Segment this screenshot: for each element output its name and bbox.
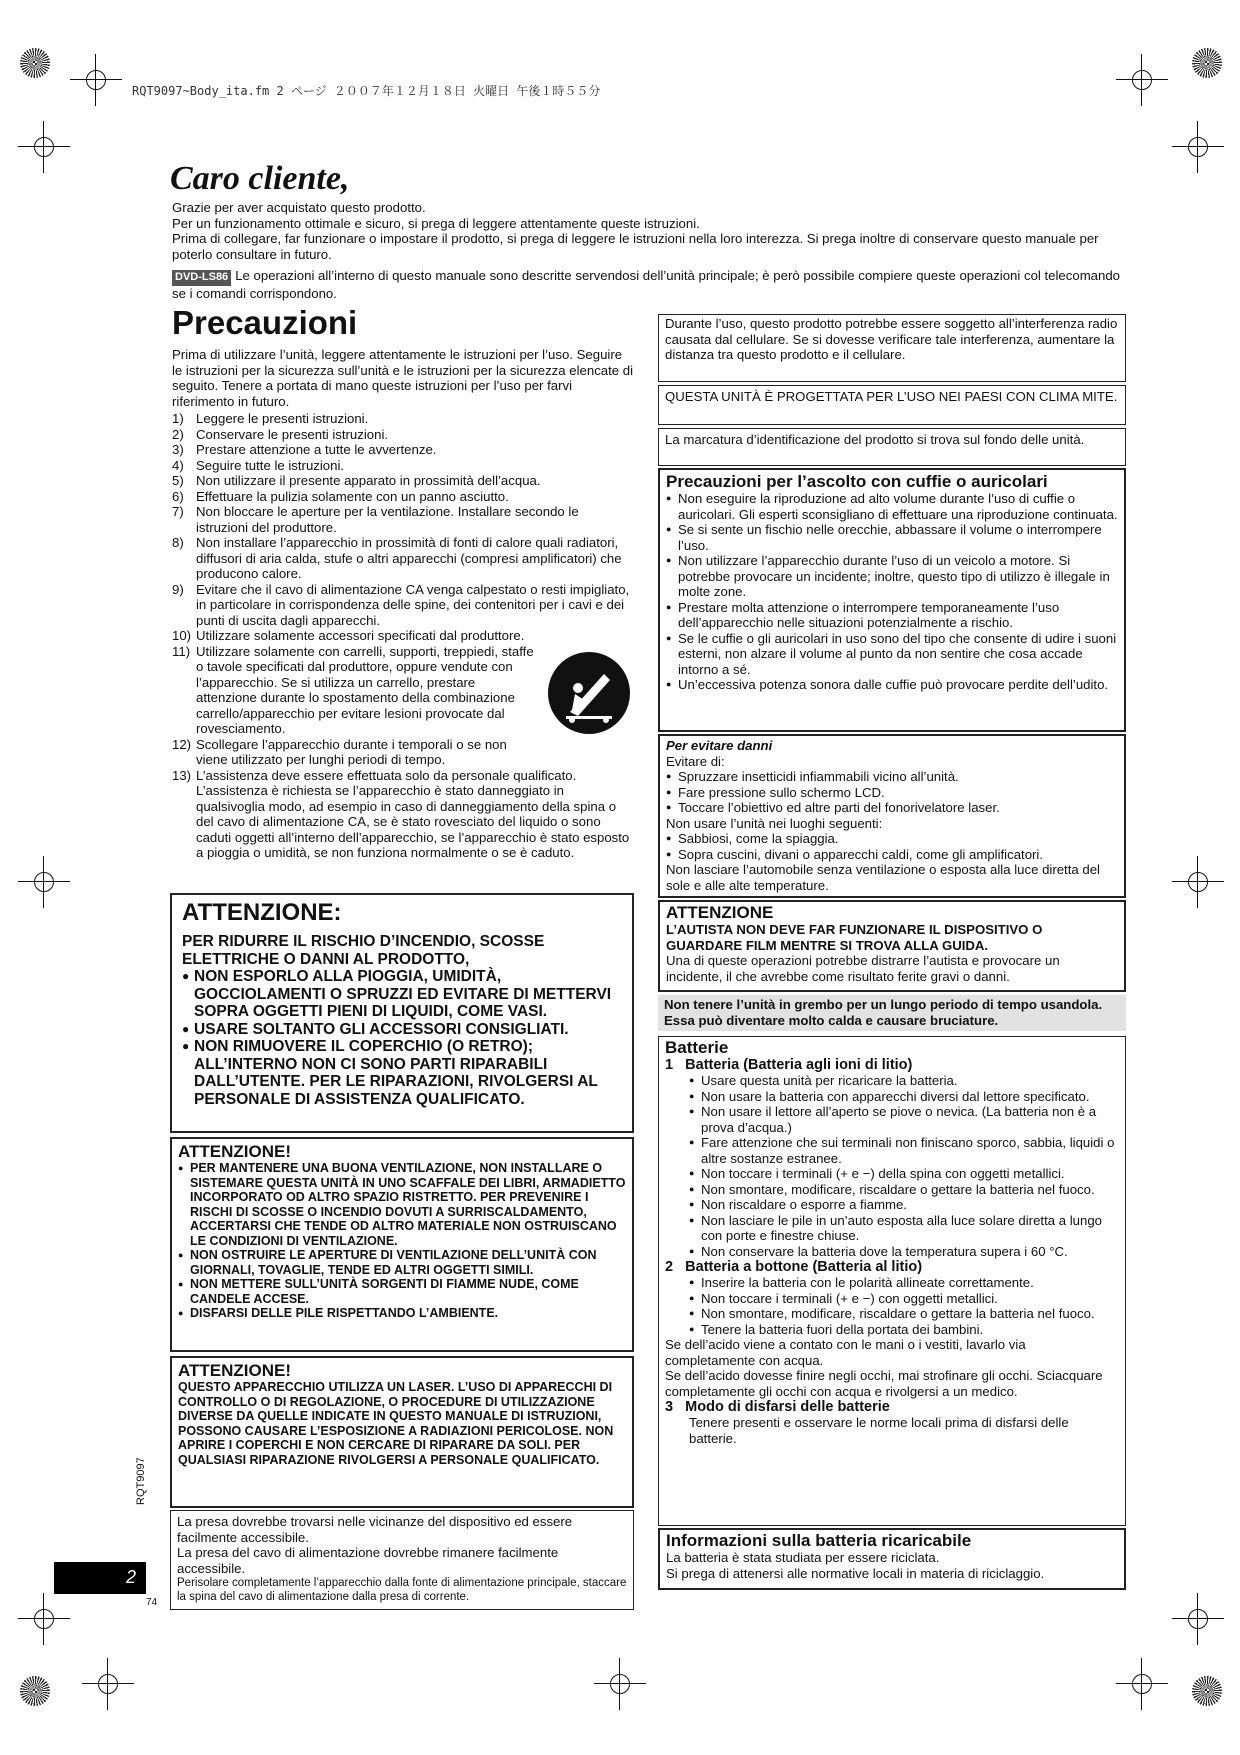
- model-note-row: [172, 268, 1122, 301]
- headphone-title: Precauzioni per l’ascolto con cuffie o auricolari: [666, 472, 1048, 491]
- warning-box-ventilation: [170, 1137, 634, 1352]
- damage-evitare: Evitare di:: [666, 753, 725, 769]
- acid-note: Se dell’acido viene a contato con le mani o i vestiti, lavarlo via completamente con acqua.: [665, 1337, 1026, 1368]
- registration-mark: [1186, 1607, 1210, 1631]
- battery-list-1: [689, 1073, 1119, 1259]
- list-item: ● Se le cuffie o gli auricolari in uso sono del tipo che consente di udire i suoni esterni, non alzare il volume al punto da non sentire che cosa accade intorno a sé.: [666, 631, 1118, 678]
- warning-list: [178, 1161, 626, 1321]
- damage-list-2: [666, 831, 1118, 862]
- driving-warning-text: Una di queste operazioni potrebbe distrarre l’autista e provocare un incidente, il che avrebbe come risultato ferite gravi o danni.: [666, 953, 1060, 984]
- list-item: ● Sabbiosi, come la spiaggia.: [666, 831, 1118, 847]
- power-outlet-note: [170, 1510, 634, 1610]
- list-item: 13) L’assistenza deve essere effettuata solo da personale qualificato. L’assistenza è richiesta se l’apparecchio è stato danneggiato in qualsivoglia modo, ad esempio in caso di danneggiamento della spina o del cavo di alimentazione CA, se è stato rovesciato del liquido o sono caduti oggetti all’interno dell’apparecchio, se l’apparecchio è stato esposto a pioggia o umidità, se non funziona normalmente o se è caduto.: [172, 767, 630, 860]
- damage-box: [658, 734, 1126, 898]
- intro-paragraph: Per un funzionamento ottimale e sicuro, si prega di leggere attentamente queste istruzioni.: [172, 215, 700, 231]
- registration-mark: [1130, 1672, 1154, 1696]
- rechargeable-text: Si prega di attenersi alle normative locali in materia di riciclaggio.: [666, 1565, 1045, 1581]
- list-item: ● Non usare il lettore all’aperto se piove o nevica. (La batteria non è a prova d’acqua.): [689, 1104, 1119, 1135]
- driving-warning-box: [658, 900, 1126, 992]
- corner-mark: [1192, 48, 1222, 78]
- precauzioni-intro: Prima di utilizzare l’unità, leggere attentamente le istruzioni per l’uso. Seguire le istruzioni per la sicurezza sull’unità e le istruzioni per la sicurezza elencate di seguito. Tenere a portata di mano queste istruzioni per l’uso per farvi riferimento in futuro.: [172, 347, 634, 409]
- list-item: 2) Conservare le presenti istruzioni.: [172, 426, 389, 442]
- damage-non-usare: Non usare l’unità nei luoghi seguenti:: [666, 815, 883, 831]
- page-number: 2: [125, 1567, 136, 1587]
- list-item: 6) Effettuare la pulizia solamente con un panno asciutto.: [172, 488, 509, 504]
- battery-box: [658, 1036, 1126, 1526]
- registration-mark: [32, 135, 56, 159]
- warning-box-main: [170, 893, 634, 1133]
- disposal-text: Tenere presenti e osservare le norme locali prima di disfarsi delle batterie.: [689, 1415, 1069, 1446]
- list-item: ● NON RIMUOVERE IL COPERCHIO (O RETRO); ALL’INTERNO NON CI SONO PARTI RIPARABILI DALL’UTENTE. PER LE RIPARAZIONI, RIVOLGERSI AL PERSONALE DI ASSISTENZA QUALIFICATO.: [182, 1038, 622, 1108]
- list-item: 9) Evitare che il cavo di alimentazione CA venga calpestato o resti impigliato, in particolare in corrispondenza delle spine, dei contenitori per i cavi e dei punti di uscita dagli apparecchi.: [172, 581, 630, 628]
- warning-title: ATTENZIONE!: [178, 1142, 292, 1161]
- warning-title: ATTENZIONE!: [178, 1361, 292, 1380]
- list-item: ● Fare pressione sullo schermo LCD.: [666, 785, 1118, 801]
- list-item: 5) Non utilizzare il presente apparato in prossimità dell’acqua.: [172, 473, 541, 488]
- warning-title: ATTENZIONE:: [182, 899, 342, 926]
- list-item: ● DISFARSI DELLE PILE RISPETTANDO L’AMBIENTE.: [178, 1306, 626, 1321]
- marking-note: La marcatura d’identificazione del prodotto si trova sul fondo delle unità.: [658, 428, 1126, 466]
- registration-mark: [1186, 870, 1210, 894]
- rechargeable-box: [658, 1528, 1126, 1590]
- driving-warning-bold: L’AUTISTA NON DEVE FAR FUNZIONARE IL DISPOSITIVO O GUARDARE FILM MENTRE SI TROVA ALLA GUIDA.: [666, 922, 1043, 953]
- list-item: ● Non conservare la batteria dove la temperatura supera i 60 °C.: [689, 1244, 1119, 1260]
- outlet-text: La presa del cavo di alimentazione dovrebbe rimanere facilmente accessibile.: [177, 1545, 559, 1576]
- list-item: 11) Utilizzare solamente con carrelli, supporti, treppiedi, staffe o tavole specificati dal produttore, oppure vendute con l’apparecchio. Se si utilizza un carrello, prestare attenzione durante lo spostamento della combinazione carrello/apparecchio per evitare lesioni provocate dal rovesciamento.: [172, 644, 634, 737]
- registration-mark: [1130, 68, 1154, 92]
- list-item: ● Inserire la batteria con le polarità allineate correttamente.: [689, 1275, 1119, 1291]
- list-item: ● Sopra cuscini, divani o apparecchi caldi, come gli amplificatori.: [666, 847, 1118, 863]
- list-item: ● Non riscaldare o esporre a fiamme.: [689, 1197, 1119, 1213]
- list-item: 8) Non installare l’apparecchio in prossimità di fonti di calore quali radiatori, diffusori di aria calda, stufe o altri apparecchi (compresi amplificatori) che producono calore.: [172, 535, 622, 581]
- precauzioni-list: [172, 411, 634, 861]
- list-item: ● NON OSTRUIRE LE APERTURE DI VENTILAZIONE DELL’UNITÀ CON GIORNALI, TOVAGLIE, TENDE ED ALTRI OGGETTI SIMILI.: [178, 1248, 626, 1277]
- list-item: ● Non usare la batteria con apparecchi diversi dal lettore specificato.: [689, 1089, 1119, 1105]
- list-item: ● Toccare l’obiettivo ed altre parti del fonorivelatore laser.: [666, 800, 1118, 816]
- battery-section-2: 2 Batteria a bottone (Batteria al litio): [665, 1259, 923, 1275]
- registration-mark: [84, 68, 108, 92]
- model-badge: DVD-LS86: [172, 270, 231, 286]
- warning-lead: PER RIDURRE IL RISCHIO D’INCENDIO, SCOSSE ELETTRICHE O DANNI AL PRODOTTO,: [182, 933, 545, 968]
- section-title: Precauzioni: [172, 304, 358, 341]
- list-item: ● Non utilizzare l’apparecchio durante l’uso di un veicolo a motore. Si potrebbe provocare un incidente; inoltre, questo tipo di utilizzo è illegale in molte zone.: [666, 553, 1118, 600]
- file-header: RQT9097~Body_ita.fm 2 ページ ２００７年１２月１８日 火曜日 午後１時５５分: [132, 84, 601, 98]
- list-item: ● Tenere la batteria fuori della portata dei bambini.: [689, 1322, 1119, 1338]
- list-item: ● Fare attenzione che sui terminali non finiscano sporco, sabbia, liquidi o altre sostanze estranee.: [689, 1135, 1119, 1166]
- acid-note: Se dell’acido dovesse finire negli occhi, mai strofinare gli occhi. Sciacquare completamente gli occhi con acqua e rivolgersi a un medico.: [665, 1368, 1103, 1399]
- damage-title: Per evitare danni: [666, 738, 773, 753]
- registration-mark: [32, 870, 56, 894]
- list-item: ● Spruzzare insetticidi infiammabili vicino all’unità.: [666, 769, 1118, 785]
- doc-code: RQT9097: [135, 1457, 147, 1505]
- list-item: ● Non toccare i terminali (+ e −) con oggetti metallici.: [689, 1291, 1119, 1307]
- list-item: 1) Leggere le presenti istruzioni.: [172, 411, 369, 426]
- registration-mark: [1186, 135, 1210, 159]
- page-number-tab: [54, 1562, 146, 1594]
- corner-mark: [20, 1676, 50, 1706]
- headphone-box: [658, 468, 1126, 732]
- battery-section-3: 3 Modo di disfarsi delle batterie: [665, 1399, 890, 1415]
- list-item: ● NON ESPORLO ALLA PIOGGIA, UMIDITÀ, GOCCIOLAMENTI O SPRUZZI ED EVITARE DI METTERVI SOPRA OGGETTI PIENI DI LIQUIDI, COME VASI.: [182, 968, 622, 1021]
- list-item: ● Un’eccessiva potenza sonora dalle cuffie può provocare perdite dell’udito.: [666, 677, 1118, 693]
- lap-warning: Non tenere l’unità in grembo per un lungo periodo di tempo usandola. Essa può diventare molto calda e causare bruciature.: [658, 995, 1126, 1031]
- battery-list-2: [689, 1275, 1119, 1337]
- intro-text: [172, 200, 1122, 301]
- list-item: 4) Seguire tutte le istruzioni.: [172, 457, 345, 473]
- warning-text: QUESTO APPARECCHIO UTILIZZA UN LASER. L’USO DI APPARECCHI DI CONTROLLO O DI REGOLAZIONE, O PROCEDURE DI UTILIZZAZIONE DIVERSE DA QUELLE INDICATE IN QUESTO MANUALE DI ISTRUZIONI, POSSONO CAUSARE L’ESPOSIZIONE A RADIAZIONI PERICOLOSE. NON APRIRE I COPERCHI E NON CERCARE DI RIPARARE DA SOLI. PER QUALSIASI RIPARAZIONE RIVOLGERSI A PERSONALE QUALIFICATO.: [178, 1380, 614, 1467]
- small-number: 74: [146, 1597, 158, 1608]
- page-title: Caro cliente,: [170, 160, 350, 197]
- intro-paragraph: Grazie per aver acquistato questo prodotto.: [172, 200, 426, 215]
- headphone-list: [666, 491, 1118, 693]
- left-column: [172, 305, 634, 861]
- rechargeable-title: Informazioni sulla batteria ricaricabile: [666, 1531, 972, 1550]
- list-item: ● Prestare molta attenzione o interrompere temporaneamente l’uso dell’apparecchio nelle situazioni potenzialmente a rischio.: [666, 600, 1118, 631]
- list-item: ● Se si sente un fischio nelle orecchie, abbassare il volume o interrompere l’uso.: [666, 522, 1118, 553]
- climate-note: QUESTA UNITÀ È PROGETTATA PER L’USO NEI PAESI CON CLIMA MITE.: [658, 385, 1126, 425]
- list-item: ● Non eseguire la riproduzione ad alto volume durante l’uso di cuffie o auricolari. Gli esperti sconsigliano di effettuare una riproduzione continuata.: [666, 491, 1118, 522]
- list-item: 12) Scollegare l’apparecchio durante i temporali o se non viene utilizzato per lunghi periodi di tempo.: [172, 736, 507, 767]
- battery-title: Batterie: [665, 1038, 729, 1057]
- corner-mark: [1192, 1676, 1222, 1706]
- warning-list: [182, 968, 622, 1108]
- model-note: Le operazioni all’interno di questo manuale sono descritte servendosi dell’unità principale; è però possibile compiere queste operazioni col telecomando se i comandi corrispondono.: [172, 268, 1121, 301]
- damage-auto: Non lasciare l’automobile senza ventilazione o esposta alla luce diretta del sole e alle alte temperature.: [666, 862, 1100, 893]
- driving-warning-title: ATTENZIONE: [666, 903, 774, 922]
- corner-mark: [20, 48, 50, 78]
- battery-section-1: 1 Batteria (Batteria agli ioni di litio): [665, 1057, 913, 1073]
- list-item: ● Usare questa unità per ricaricare la batteria.: [689, 1073, 1119, 1089]
- list-item: 7) Non bloccare le aperture per la ventilazione. Installare secondo le istruzioni del produttore.: [172, 504, 579, 535]
- registration-mark: [32, 1607, 56, 1631]
- list-item: ● Non toccare i terminali (+ e −) della spina con oggetti metallici.: [689, 1166, 1119, 1182]
- list-item: ● PER MANTENERE UNA BUONA VENTILAZIONE, NON INSTALLARE O SISTEMARE QUESTA UNITÀ IN UNO SCAFFALE DEI LIBRI, ARMADIETTO INCORPORATO OD ALTRO SPAZIO RISTRETTO. PER PREVENIRE I RISCHI DI SCOSSE O INCENDIO DOVUTI A SURRISCALDAMENTO, ACCERTARSI CHE TENDE OD ALTRO MATERIALE NON OSTRUISCANO LE CONDIZIONI DI VENTILAZIONE.: [178, 1161, 626, 1248]
- interference-note: Durante l’uso, questo prodotto potrebbe essere soggetto all’interferenza radio causata dal cellulare. Se si dovesse verificare tale interferenza, aumentare la distanza tra questo prodotto e il cellulare.: [658, 314, 1126, 382]
- cart-warning-icon: [548, 652, 630, 734]
- rechargeable-text: La batteria è stata studiata per essere riciclata.: [666, 1550, 940, 1565]
- damage-list: [666, 769, 1118, 816]
- list-item: ● Non smontare, modificare, riscaldare o gettare la batteria nel fuoco.: [689, 1182, 1119, 1198]
- list-item: 3) Prestare attenzione a tutte le avvertenze.: [172, 442, 437, 457]
- list-item: ● Non lasciare le pile in un’auto esposta alla luce solare diretta a lungo con porte e finestre chiuse.: [689, 1213, 1119, 1244]
- registration-mark: [96, 1672, 120, 1696]
- intro-paragraph: Prima di collegare, far funzionare o impostare il prodotto, si prega di leggere le istruzioni nella loro interezza. Si prega inoltre di conservare questo manuale per poterlo consultare in futuro.: [172, 231, 1099, 262]
- outlet-text-small: Perisolare completamente l’apparecchio dalla fonte di alimentazione principale, staccare la spina del cavo di alimentazione dalla presa di corrente.: [177, 1577, 627, 1603]
- outlet-text: La presa dovrebbe trovarsi nelle vicinanze del dispositivo ed essere facilmente accessibile.: [177, 1514, 573, 1545]
- warning-box-laser: [170, 1356, 634, 1508]
- warning-content: [182, 933, 622, 1108]
- list-item: 10) Utilizzare solamente accessori specificati dal produttore.: [172, 628, 525, 643]
- list-item: ● Non smontare, modificare, riscaldare o gettare la batteria nel fuoco.: [689, 1306, 1119, 1322]
- registration-mark: [608, 1672, 632, 1696]
- list-item: ● NON METTERE SULL’UNITÀ SORGENTI DI FIAMME NUDE, COME CANDELE ACCESE.: [178, 1277, 626, 1306]
- list-item: ● USARE SOLTANTO GLI ACCESSORI CONSIGLIATI.: [182, 1021, 622, 1039]
